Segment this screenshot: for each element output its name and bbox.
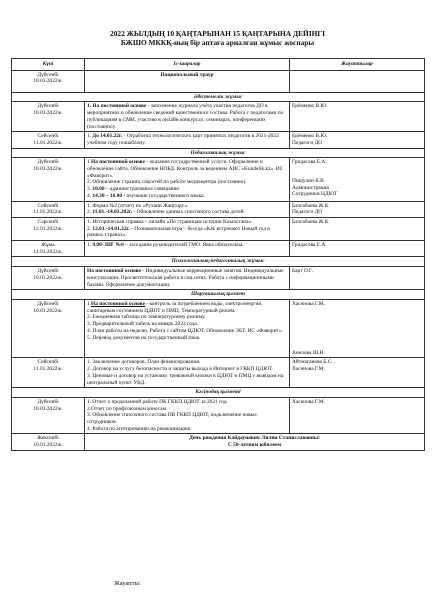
responsible-footer-label: Жауапты: xyxy=(114,580,141,587)
table-row xyxy=(12,132,425,148)
day-cell: Дүйсенбі 10.01.2022ж. xyxy=(12,267,85,290)
section-title-pedagogical: Педагогикалық жұмыс xyxy=(12,148,425,158)
section-title-trade-union: Кәсіподақ қызметі xyxy=(12,388,425,398)
table-row xyxy=(12,299,425,357)
document-subtitle: БЖШО МККҚ-ның бір аптаға арналған жұмыс жоспары xyxy=(120,38,315,47)
section-title-economic: Шаруашылық қызмет xyxy=(12,290,425,300)
document-title: 2022 ЖЫЛДЫҢ 10 ҚАҢТАРЫНАН 15 ҚАҢТАРЫНА ДЕЙІНГІ xyxy=(110,29,325,38)
responsible-cell: Айтмаганова Б.С. Хасенова Г.М. xyxy=(290,358,425,388)
table-row xyxy=(12,217,425,240)
table-row xyxy=(12,102,425,132)
event-cell: 1. На постоянной основе - заполнение журнала учёта участия педагогов ДО в мероприятиях и обновление сведений качественного состава. Работа с педагогами по публикациям в СМИ, участию в онлайн конкурсах, семинарах, конференциях (постоянно). xyxy=(85,102,290,132)
day-cell: Сейсенбі 11.01.2022ж. xyxy=(12,358,85,388)
event-cell: 1.На постоянной основе - контроль за потреблением воды, электроэнергии, санитарным состоянием ЦДЮТ и ПМЦ. Температурный режим. 2. Ежедневная таблица по температурному режиму. 3. Предварительный табель на январь 2022 года. 4. План работы на неделю. Работа с сайтом ЦДЮТ. Обновление ЭБТ. ИС «Фаворит». 5. Перевод документов на государственный язык. xyxy=(85,299,290,357)
section-row xyxy=(12,148,425,158)
table-row xyxy=(12,397,425,434)
event-cell: Национальный траур xyxy=(85,70,290,92)
table-row xyxy=(12,241,425,257)
day-cell: Дүйсенбі 10.01.2022ж. xyxy=(12,299,85,357)
event-cell: 1. До 14.01.22г. - Отработка технологических карт принятых педагогов в 2021-2022 учебном году пошаблону. xyxy=(85,132,290,148)
day-cell: Дүйсенбі 10.01.2022ж. xyxy=(12,158,85,201)
day-cell: Жексенбі 16.01.2022ж. xyxy=(12,434,85,450)
birthday-cell: День рождения Кайдаунович Лилии Станиславовны! С 50-летним юбилеем xyxy=(85,434,425,450)
day-cell: Жұма 14.01.2022ж. xyxy=(12,241,85,257)
responsible-cell: Гридасова Е.А. Пищулин К.В. Администрация Сотрудники ЦДЮТ xyxy=(290,158,425,201)
responsible-cell: Балгабаева Ж.К. xyxy=(290,217,425,240)
header-day: Күні xyxy=(12,59,85,71)
day-cell: Дүйсенбі 10.01.2022ж. xyxy=(12,70,85,92)
table-row xyxy=(12,70,425,92)
section-row xyxy=(12,290,425,300)
responsible-cell xyxy=(290,70,425,92)
section-row xyxy=(12,257,425,267)
table-header-row xyxy=(12,59,425,71)
section-row xyxy=(12,388,425,398)
event-cell: На постоянной основе - Индивидуальные коррекционные занятия. Индивидуальные консультации. Просветительская работа в соц.сетях. Работа с информационными базами. Оформление документации. xyxy=(85,267,290,290)
table-row xyxy=(12,158,425,201)
responsible-cell: Ерёменко В.Ю. xyxy=(290,102,425,132)
event-cell: 1. Заключение договоров. План финансирования. 2. Договор на услугу безопасности и защиты выхода в Интернет в ГККП ЦДЮТ. 3. Ценовые и договор на установку тревожной кнопки в ЦДЮТ и ПМЦ с выводом на центральный пункт УВД. xyxy=(85,358,290,388)
event-cell: 1. Историческая справка – онлайн «По страницам истории Казахстана». 2. 12.01.-14.01.22г. - Познавательная игра – беседа «Как встречают Новый год в разных странах». xyxy=(85,217,290,240)
table-row xyxy=(12,358,425,388)
header-events: Іс-шаралар xyxy=(85,59,290,71)
event-cell: 1. Форма №2 (отчет) по «Рухани Жаңғыру». 2. 11.01.-14.01.202г. - Обновление данных списочного состава детей. xyxy=(85,201,290,217)
responsible-cell: Барт О.Г. xyxy=(290,267,425,290)
section-row xyxy=(12,92,425,102)
day-cell: Сейсенбі 11.01.2022ж. xyxy=(12,201,85,217)
responsible-cell: Ерёменко В.Ю. Педагоги ДО xyxy=(290,132,425,148)
header-responsible: Жауаптылар xyxy=(290,59,425,71)
responsible-cell: Гридасова Е.А. xyxy=(290,241,425,257)
section-title-method: Әдістемелік жұмыс xyxy=(12,92,425,102)
responsible-cell: Хасенова Г.М. xyxy=(290,397,425,434)
day-cell: Сәрсенбі 12.01.2022ж. xyxy=(12,217,85,240)
table-row xyxy=(12,267,425,290)
responsible-cell: Хасенова Г.М. Анелова Ш.Н. xyxy=(290,299,425,357)
day-cell: Дүйсенбі 10.01.2022ж. xyxy=(12,397,85,434)
responsible-cell: Балгабаева Ж.К. Педагоги ДО xyxy=(290,201,425,217)
event-cell: 1.На постоянной основе - оказание государственной услуги. Оформление и обновление сайта. Обновление НОБД. Контроль за ведением АИС «Kundelik.kz», ИС «Фаворит». 2. Обновление страниц соцсетей по работе медиацентра (постоянно). 3. 10.00 – административное совещание. 4. 14.30 – 16.00 - изучение государственного языка. xyxy=(85,158,290,201)
section-title-psychological: Психологиялық-педагогикалық жұмыс xyxy=(12,257,425,267)
event-cell: 1. 9.00- ШГ №6 – заседание руководителей ГМО. Явка обязательна. xyxy=(85,241,290,257)
day-cell: Дүйсенбі 10.01.2022ж. xyxy=(12,102,85,132)
day-cell: Сейсенбі 11.01.2022ж. xyxy=(12,132,85,148)
work-plan-table xyxy=(11,58,425,451)
table-row xyxy=(12,434,425,450)
table-row xyxy=(12,201,425,217)
event-cell: 1. Отчет о проделанной работе ПК ГККП ЦДЮТ за 2021 год. 2.Отчет по профсоюзным взносам. 3. Обновление списочного состава ПК ГККП ЦДЮТ, подключение новых сотрудников. 4. Работа по агитированию на ревакцинацию. xyxy=(85,397,290,434)
